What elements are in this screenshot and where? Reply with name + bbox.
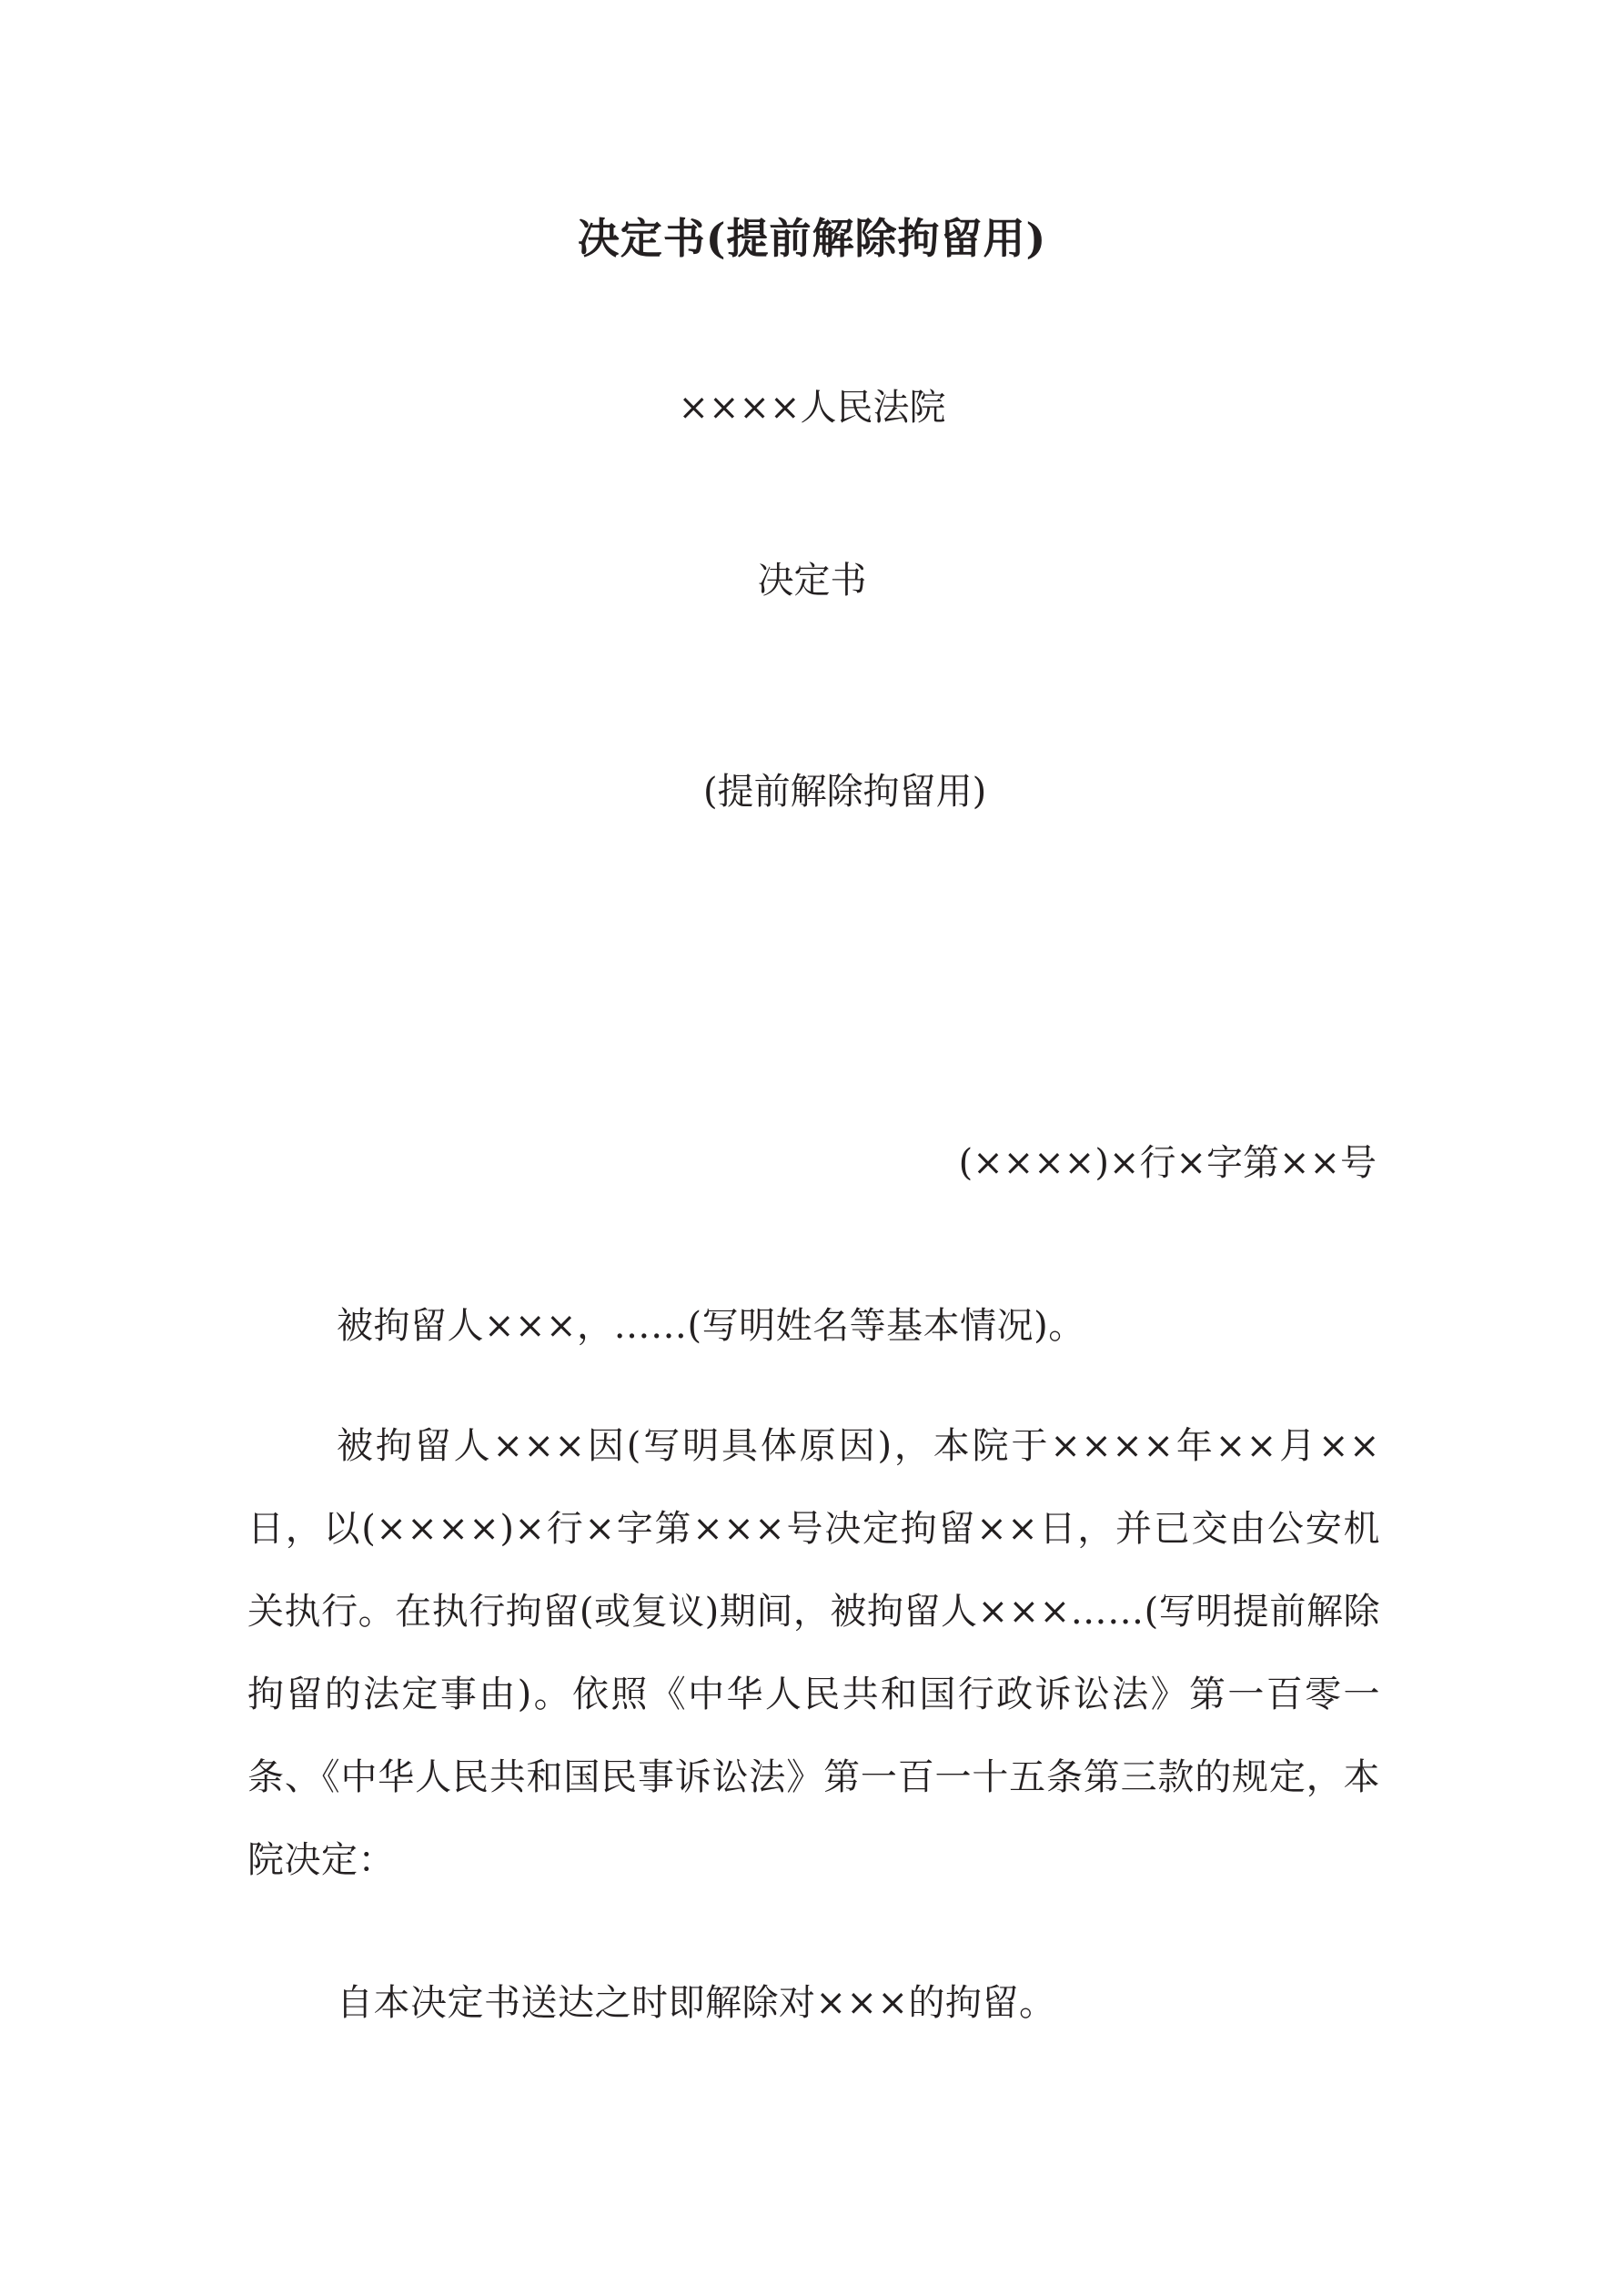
- document-subtitle: 决定书: [757, 560, 867, 602]
- usage-note: (提前解除拘留用): [703, 771, 987, 813]
- court-name: ××××人民法院: [678, 387, 946, 429]
- paragraph-decision: 自本决定书送达之时即解除对×××的拘留。: [337, 1982, 1056, 2024]
- paragraph-reasons: 被拘留人×××因(写明具体原因)，本院于××××年××月××日，以(××××)×行×字第×××号决定拘留××日，并已交由公安机关执行。在执行拘留(或复议)期间，被拘留人×××……(写明提前解除拘留的法定事由)。依照《中华人民共和国行政诉讼法》第一百零一条、《中华人民共和国民事诉讼法》第一百一十五条第三款的规定，本院决定：: [247, 1425, 1380, 1881]
- document-title: 决定书(提前解除拘留用): [577, 214, 1047, 263]
- paragraph-detainee-info: 被拘留人×××，……(写明姓名等基本情况)。: [337, 1305, 1085, 1347]
- case-number: (××××)×行×字第××号: [958, 1142, 1377, 1184]
